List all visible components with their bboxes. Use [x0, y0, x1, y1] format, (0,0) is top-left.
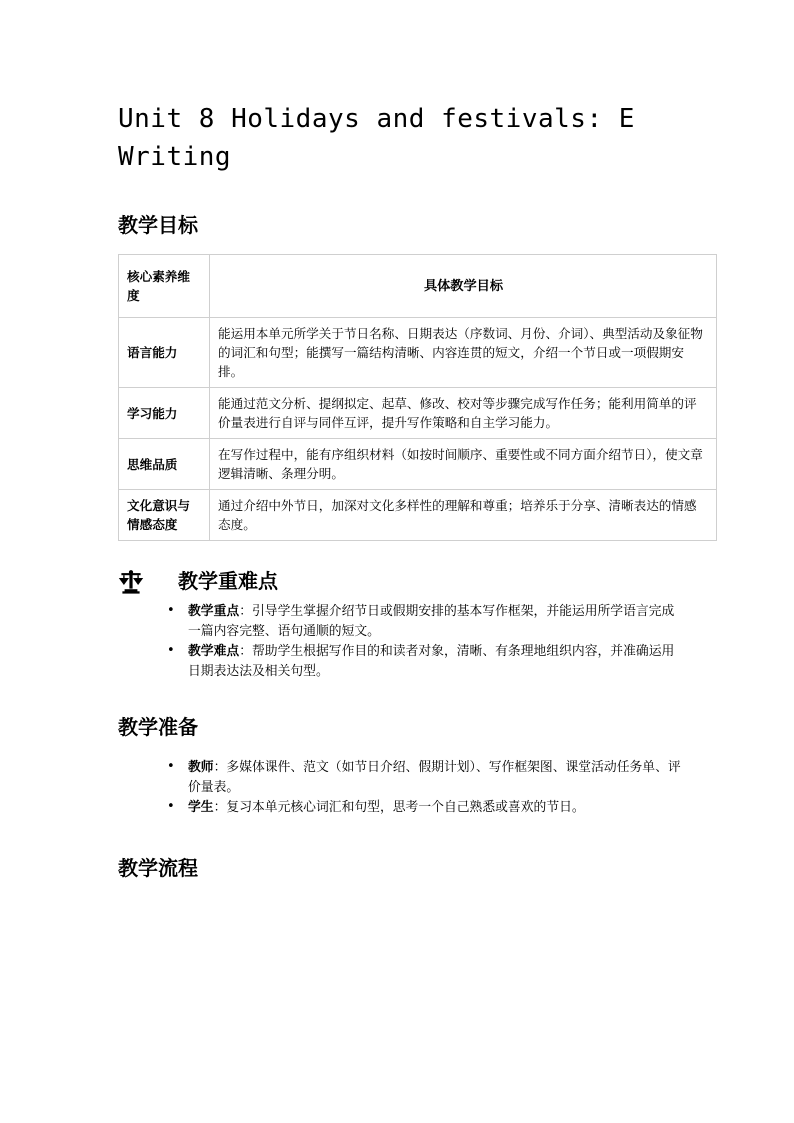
list-item-separator: ：	[213, 760, 227, 775]
preparation-list	[118, 758, 686, 818]
heading-key-points-label: 教学重难点	[178, 569, 278, 593]
column-header-objective: 具体教学目标	[210, 255, 717, 318]
table-row	[119, 388, 717, 439]
cell-objective: 能运用本单元所学关于节日名称、日期表达（序数词、月份、介词）、典型活动及象征物的词汇和句型；能撰写一篇结构清晰、内容连贯的短文，介绍一个节日或一项假期安排。	[210, 318, 717, 388]
table-body	[119, 255, 717, 541]
table-header-row	[119, 255, 717, 318]
heading-teaching-flow: 教学流程	[118, 855, 198, 880]
balance-scale-icon	[118, 570, 144, 594]
list-item	[167, 602, 686, 641]
table-row	[119, 490, 717, 541]
cell-objective: 能通过范文分析、提纲拟定、起草、修改、校对等步骤完成写作任务；能利用简单的评价量表进行自评与同伴互评，提升写作策略和自主学习能力。	[210, 388, 717, 439]
list-item-label: 教学重点	[188, 604, 240, 619]
column-header-dimension: 核心素养维度	[119, 255, 210, 318]
list-item-text: 帮助学生根据写作目的和读者对象，清晰、有条理地组织内容，并准确运用日期表达法及相关句型。	[188, 644, 675, 679]
table-row	[119, 439, 717, 490]
page-title: Unit 8 Holidays and festivals: E Writing	[118, 104, 635, 172]
table-row	[119, 318, 717, 388]
teaching-goals-table	[118, 254, 717, 541]
list-item-label: 教师	[188, 760, 214, 775]
key-points-list	[118, 602, 686, 681]
list-item-text: 多媒体课件、范文（如节日介绍、假期计划）、写作框架图、课堂活动任务单、评价量表。	[188, 760, 681, 795]
list-item-separator: ：	[239, 604, 252, 619]
cell-objective: 在写作过程中，能有序组织材料（如按时间顺序、重要性或不同方面介绍节日），使文章逻辑清晰、条理分明。	[210, 439, 717, 490]
list-item-separator: ：	[213, 800, 227, 815]
heading-teaching-preparation: 教学准备	[118, 715, 198, 739]
cell-objective: 通过介绍中外节日，加深对文化多样性的理解和尊重；培养乐于分享、清晰表达的情感态度。	[210, 490, 717, 541]
list-item	[167, 642, 686, 681]
heading-key-and-difficult-points	[118, 541, 686, 595]
list-item	[167, 758, 686, 797]
list-item-label: 学生	[188, 800, 214, 815]
cell-dimension: 语言能力	[119, 318, 210, 388]
heading-teaching-goals: 教学目标	[118, 213, 198, 237]
list-item-separator: ：	[239, 644, 252, 659]
cell-dimension: 学习能力	[119, 388, 210, 439]
list-item	[167, 798, 686, 818]
cell-dimension: 思维品质	[119, 439, 210, 490]
list-item-label: 教学难点	[188, 644, 240, 659]
list-item-text: 复习本单元核心词汇和句型，思考一个自己熟悉或喜欢的节日。	[226, 800, 585, 815]
list-item-text: 引导学生掌握介绍节日或假期安排的基本写作框架，并能运用所学语言完成一篇内容完整、语句通顺的短文。	[188, 604, 675, 639]
document-page	[118, 0, 703, 881]
cell-dimension: 文化意识与情感态度	[119, 490, 210, 541]
